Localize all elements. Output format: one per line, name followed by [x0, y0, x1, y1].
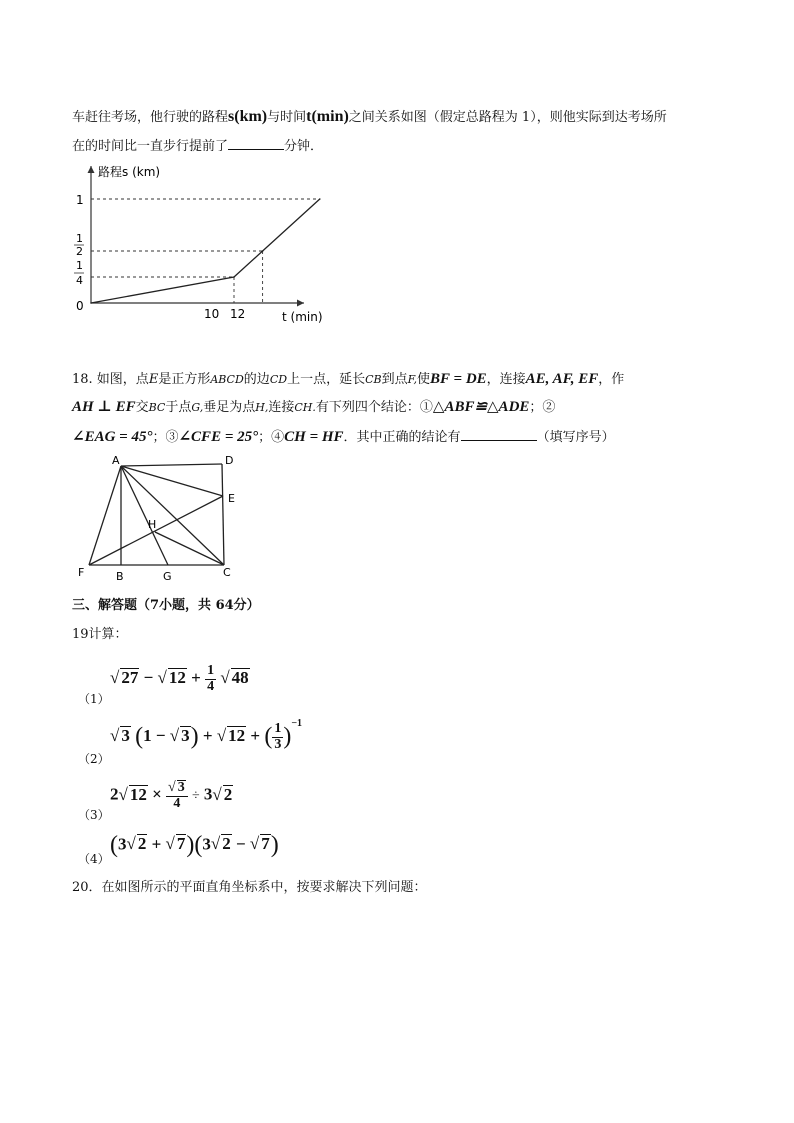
q19-label-3: （3） — [78, 808, 110, 822]
one: 1 — [143, 726, 152, 746]
square-geometry-figure — [72, 452, 252, 587]
sqrt-sign — [217, 726, 226, 745]
paren-close: ) — [190, 723, 199, 750]
divide-sign: ÷ — [191, 788, 200, 804]
y-tick-1: 1 — [76, 193, 84, 207]
side-CD: CD — [269, 373, 288, 386]
paren-open: ( — [135, 723, 144, 750]
paren-close: ) — [186, 832, 195, 858]
q18-t5: 到点 — [381, 372, 408, 387]
radicand-2: 2 — [137, 834, 147, 854]
minus-sign: − — [143, 668, 154, 688]
label-B: B — [116, 570, 124, 583]
q20-text: 20．在如图所示的平面直角坐标系中，按要求解决下列问题： — [72, 880, 427, 895]
plus-sign: + — [191, 668, 201, 688]
plus-sign-2: + — [250, 726, 261, 746]
seg-AG — [121, 466, 168, 565]
radicand-2b: 2 — [222, 834, 231, 854]
math-t-min: t(min) — [306, 108, 349, 125]
seg-CB: CB — [365, 373, 382, 386]
q18-t8: ，作 — [598, 372, 625, 387]
radicand-3b: 3 — [181, 726, 190, 746]
radicand-7: 7 — [176, 834, 186, 854]
data-point-0 — [90, 302, 92, 304]
fraction-1-4 — [205, 664, 216, 694]
point-H: H, — [255, 401, 269, 414]
q18-t18: （填写序号） — [536, 430, 615, 445]
paren-close-2: ) — [270, 832, 279, 858]
q18-t12: 连接 — [268, 400, 295, 415]
q19-formula-4 — [110, 832, 279, 859]
q19-title: 19计算： — [72, 627, 128, 642]
point-G: G, — [191, 401, 204, 414]
times-sign: × — [152, 784, 162, 804]
q19-label-1: （1） — [78, 692, 110, 706]
q18-t16: ；④ — [258, 430, 285, 445]
denominator: 3 — [274, 736, 282, 752]
paren-close-2: ) — [283, 723, 292, 750]
paren-open-2: ( — [264, 723, 273, 750]
exponent: −1 — [291, 718, 303, 730]
q19-label-4: （4） — [78, 852, 110, 866]
conclusion-4: CH = HF — [284, 429, 344, 445]
y-tick-half-num: 1 — [76, 232, 83, 245]
sqrt-sign — [212, 785, 221, 804]
q18-t17: ．其中正确的结论有 — [343, 430, 461, 445]
answer-blank-18[interactable] — [461, 428, 537, 441]
minus-sign: − — [155, 726, 166, 746]
q18-t10: 于点 — [165, 400, 192, 415]
label-F: F — [78, 566, 85, 579]
point-F: F, — [407, 373, 418, 386]
sqrt-sign — [170, 726, 179, 745]
answer-blank-17[interactable] — [228, 137, 284, 150]
data-point-3 — [319, 198, 321, 200]
label-E: E — [228, 492, 235, 505]
data-point-2 — [262, 250, 264, 252]
sqrt-sign — [250, 834, 259, 853]
q18-t15: ；③ — [152, 430, 179, 445]
q19-formula-1 — [110, 664, 250, 694]
label-D: D — [225, 454, 234, 467]
origin-label: 0 — [76, 299, 84, 313]
q19-label-2: （2） — [78, 752, 110, 766]
coef-3b: 3 — [202, 834, 211, 854]
label-A: A — [112, 454, 120, 467]
q17-text-b: 与时间 — [267, 110, 307, 125]
section-heading: 三、解答题（7小题，共 64分） — [72, 598, 260, 613]
sqrt-sign — [166, 834, 175, 853]
numerator — [166, 780, 188, 797]
q17-line2 — [72, 135, 323, 154]
q17-text-e: 分钟． — [284, 139, 324, 154]
seg-AD — [121, 464, 222, 466]
seg-DC — [222, 464, 224, 565]
radicand-12: 12 — [228, 726, 246, 746]
q17-text-a: 车赶往考场，他行驶的路程 — [72, 110, 229, 125]
q18-t6: 使 — [417, 372, 431, 387]
q18-t3: 的边 — [243, 372, 270, 387]
label-H: H — [148, 518, 157, 531]
q18-t14: ；② — [529, 400, 556, 415]
radicand-12: 12 — [129, 784, 147, 804]
segments-AE-AF-EF: AE, AF, EF — [525, 371, 599, 387]
y-axis-label: 路程s (km) — [98, 165, 161, 179]
conclusion-3: ∠CFE = 25° — [178, 429, 259, 445]
y-tick-quarter-num: 1 — [76, 259, 83, 272]
square-ABCD: ABCD — [210, 373, 244, 386]
denominator: 4 — [173, 795, 181, 811]
fraction-1-3 — [272, 722, 283, 752]
q18-t2: 是正方形 — [158, 372, 211, 387]
q18-t4: 上一点，延长 — [287, 372, 366, 387]
radicand-3: 3 — [177, 780, 185, 795]
sqrt-sign — [211, 834, 220, 853]
radicand-27: 27 — [121, 668, 139, 688]
label-G: G — [163, 570, 172, 583]
x-axis-label: t (min) — [282, 310, 323, 324]
eq-BF-DE: BF = DE — [430, 371, 487, 387]
radicand-48: 48 — [231, 668, 249, 688]
q18-t1: 18. 如图，点 — [72, 372, 149, 387]
y-tick-quarter-den: 4 — [76, 274, 83, 287]
radicand-12: 12 — [168, 668, 186, 688]
point-E: E — [148, 372, 159, 387]
q17-text-c: 之间关系如图（假定总路程为 1），则他实际到达考场所 — [348, 110, 667, 125]
q19-formula-3 — [110, 780, 233, 811]
x-tick-10: 10 — [204, 307, 220, 321]
seg-CH: CH. — [294, 401, 316, 414]
q18-line1 — [72, 368, 624, 388]
paren-open-2: ( — [194, 832, 203, 858]
numerator: 1 — [207, 663, 215, 678]
y-tick-half-den: 2 — [76, 245, 83, 258]
coef-3: 3 — [203, 784, 213, 804]
coef-2: 2 — [110, 784, 119, 804]
coef-3: 3 — [118, 834, 127, 854]
math-s-km: s(km) — [228, 108, 268, 125]
radicand-2: 2 — [223, 784, 233, 804]
paren-open: ( — [110, 832, 118, 858]
fraction-sqrt3-4 — [166, 780, 188, 811]
q18-line2 — [72, 396, 555, 416]
q18-line3 — [72, 426, 615, 446]
sqrt-sign — [127, 834, 136, 853]
perp-AH-EF: AH ⊥ EF — [72, 399, 136, 415]
sqrt-sign — [168, 780, 176, 795]
x-tick-12: 12 — [230, 307, 246, 321]
seg-BC: BC — [148, 401, 166, 414]
q17-text-d: 在的时间比一直步行提前了 — [72, 139, 229, 154]
sqrt-sign — [119, 785, 128, 804]
sqrt-sign — [158, 668, 167, 687]
denominator: 4 — [207, 678, 215, 694]
q18-t7: ，连接 — [486, 372, 526, 387]
q18-t9: 交 — [135, 400, 149, 415]
minus-sign: − — [235, 834, 246, 854]
seg-AF — [89, 466, 121, 565]
distance-time-chart — [70, 158, 360, 333]
conclusion-2: ∠EAG = 45° — [72, 429, 153, 445]
radicand-3: 3 — [121, 726, 130, 746]
sqrt-sign — [110, 726, 119, 745]
radicand-7b: 7 — [261, 834, 270, 854]
plus-sign: + — [151, 834, 162, 854]
q19-formula-2 — [110, 718, 303, 752]
label-C: C — [223, 566, 231, 579]
sqrt-sign — [220, 668, 229, 687]
q17-line1 — [72, 106, 667, 126]
data-point-1 — [233, 276, 235, 278]
q18-t13: 有下列四个结论：① — [315, 400, 433, 415]
q18-t11: 垂足为点 — [203, 400, 256, 415]
numerator: 1 — [274, 721, 282, 736]
conclusion-1: △ABF≌△ADE — [432, 399, 530, 415]
sqrt-sign — [110, 668, 119, 687]
plus-sign: + — [202, 726, 213, 746]
